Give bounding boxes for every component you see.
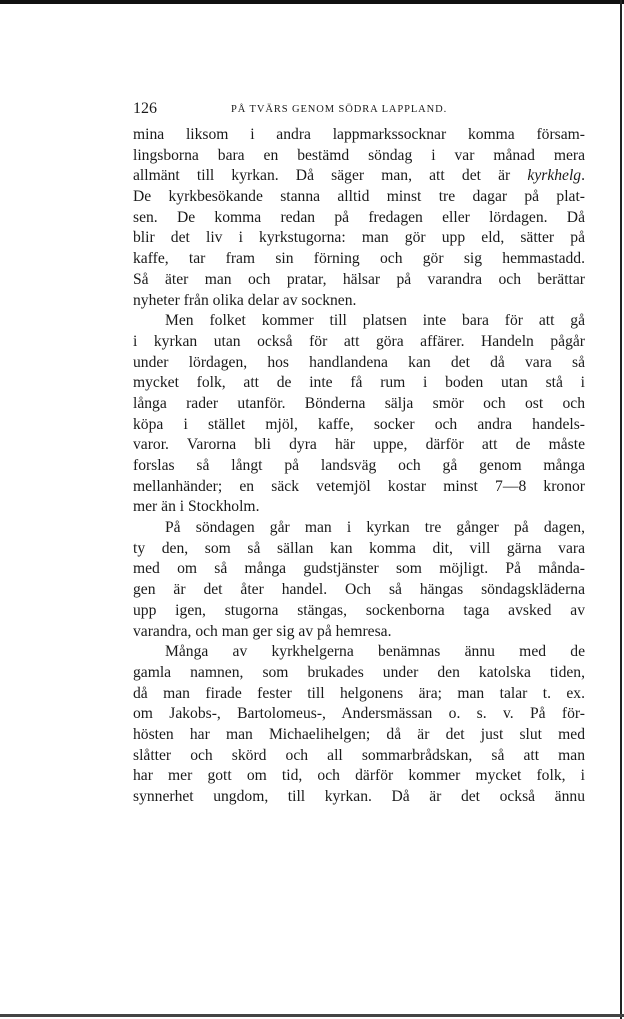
- text-line: nyheter från olika delar av socknen.: [133, 291, 357, 309]
- text-line: långa rader utanför. Bönderna sälja smör och ost och: [133, 394, 585, 412]
- text-line: [133, 166, 585, 187]
- text-line: om Jakobs-, Bartolomeus-, Andersmässan o. s. v. På för-: [133, 705, 585, 723]
- text-segment: allmänt till kyrkan. Då säger man, att det är: [133, 167, 528, 185]
- body-text: [133, 125, 585, 808]
- text-line: Många av kyrkhelgerna benämnas ännu med de: [165, 643, 585, 661]
- text-line: hösten har man Michaelihelgen; då är det just slut med: [133, 725, 585, 743]
- text-line: varandra, och man ger sig av på hemresa.: [133, 622, 392, 640]
- text-line: Så äter man och pratar, hälsar på varandra och berättar: [133, 270, 585, 288]
- text-line: Men folket kommer till platsen inte bara för att gå: [165, 312, 585, 330]
- text-line: då man firade fester till helgonens ära; man talar t. ex.: [133, 684, 585, 702]
- text-line: i kyrkan utan också för att göra affärer. Handeln pågår: [133, 332, 585, 350]
- text-line: sen. De komma redan på fredagen eller lördagen. Då: [133, 208, 585, 226]
- text-line: slåtter och skörd och all sommarbrådskan, så att man: [133, 746, 585, 764]
- page-right-edge: [620, 0, 622, 1019]
- text-line: mellanhänder; en säck vetemjöl kostar minst 7—8 kronor: [133, 477, 585, 495]
- text-line: synnerhet ungdom, till kyrkan. Då är det också ännu: [133, 788, 585, 805]
- emphasized-term: kyrkhelg: [527, 167, 582, 185]
- text-line: lingsborna bara en bestämd söndag i var månad mera: [133, 146, 585, 164]
- text-line: De kyrkbesökande stanna alltid minst tre dagar på plat-: [133, 188, 585, 206]
- text-line: mycket folk, att de inte få rum i boden utan stå i: [133, 374, 585, 392]
- text-line: varor. Varorna bli dyra här uppe, därför att de måste: [133, 436, 585, 454]
- text-line: köpa i stället mjöl, kaffe, socker och andra handels-: [133, 415, 585, 433]
- text-line: mina liksom i andra lappmarkssocknar komma försam-: [133, 126, 585, 143]
- text-line: kaffe, tar fram sin förning och gör sig hemmastadd.: [133, 250, 585, 268]
- text-line: under lördagen, hos handlandena kan det då vara så: [133, 353, 585, 371]
- text-line: upp igen, stugorna stängas, sockenborna taga avsked av: [133, 601, 585, 619]
- text-line: ty den, som så sällan kan komma dit, vill gärna vara: [133, 539, 585, 557]
- text-line: gen är det åter handel. Och så hängas söndagskläderna: [133, 581, 585, 599]
- text-line: blir det liv i kyrkstugorna: man gör upp eld, sätter på: [133, 229, 585, 247]
- page-top-edge: [0, 0, 624, 4]
- text-line: mer än i Stockholm.: [133, 498, 260, 516]
- text-line: har mer gott om tid, och därför kommer mycket folk, i: [133, 767, 585, 785]
- running-head: PÅ TVÄRS GENOM SÖDRA LAPPLAND.: [231, 104, 448, 115]
- page-bottom-edge: [0, 1014, 624, 1017]
- text-line: På söndagen går man i kyrkan tre gånger på dagen,: [165, 519, 585, 537]
- text-segment: .: [581, 167, 585, 185]
- page-number: 126: [133, 100, 157, 117]
- text-line: med om så många gudstjänster som möjligt. På månda-: [133, 560, 585, 578]
- text-line: forslas så långt på landsväg och gå genom många: [133, 457, 585, 474]
- text-line: gamla namnen, som brukades under den katolska tiden,: [133, 663, 585, 681]
- page-header: [133, 100, 585, 120]
